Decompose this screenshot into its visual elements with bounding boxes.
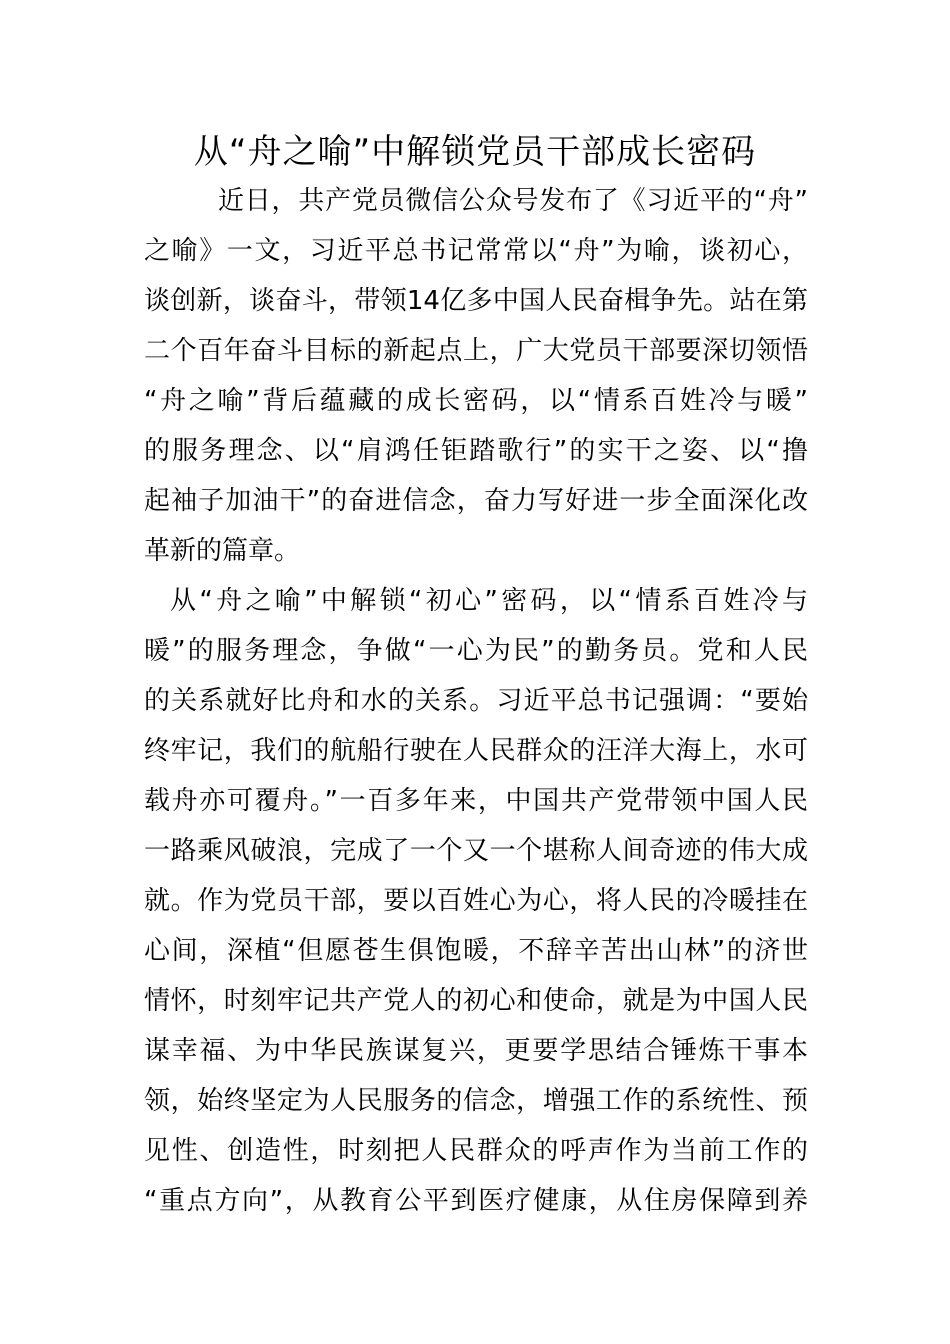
paragraph-2-line-9: 情怀，时刻牢记共产党人的初心和使命，就是为中国人民	[144, 986, 808, 1016]
paragraph-1-line-4: 二个百年奋斗目标的新起点上，广大党员干部要深切领悟	[144, 336, 808, 366]
paragraph-2-line-7: 就。作为党员干部，要以百姓心为心，将人民的冷暖挂在	[144, 886, 808, 916]
paragraph-2-line-5: 载舟亦可覆舟。”一百多年来，中国共产党带领中国人民	[144, 786, 808, 816]
paragraph-2-line-10: 谋幸福、为中华民族谋复兴，更要学思结合锤炼干事本	[144, 1036, 808, 1066]
paragraph-1-line-6: 的服务理念、以“肩鸿任钜踏歌行”的实干之姿、以“撸	[144, 436, 808, 466]
paragraph-1-line-3: 谈创新，谈奋斗，带领14亿多中国人民奋楫争先。站在第	[144, 286, 808, 316]
paragraph-1-line-2: 之喻》一文，习近平总书记常常以“舟”为喻，谈初心，	[144, 236, 808, 266]
paragraph-2-line-13: “重点方向”，从教育公平到医疗健康，从住房保障到养	[144, 1186, 808, 1216]
paragraph-1-line-5: “舟之喻”背后蕴藏的成长密码，以“情系百姓冷与暖”	[144, 386, 808, 416]
paragraph-2-line-1: 从“舟之喻”中解锁“初心”密码，以“情系百姓冷与	[170, 586, 808, 616]
document-title: 从“舟之喻”中解锁党员干部成长密码	[193, 132, 757, 172]
paragraph-2-line-8: 心间，深植“但愿苍生俱饱暖，不辞辛苦出山林”的济世	[144, 936, 808, 966]
paragraph-2-line-2: 暖”的服务理念，争做“一心为民”的勤务员。党和人民	[144, 636, 808, 666]
paragraph-1-line-8: 革新的篇章。	[144, 536, 301, 566]
paragraph-1-line-7: 起袖子加油干”的奋进信念，奋力写好进一步全面深化改	[144, 486, 808, 516]
paragraph-2-line-4: 终牢记，我们的航船行驶在人民群众的汪洋大海上，水可	[144, 736, 808, 766]
paragraph-1-line-1: 近日，共产党员微信公众号发布了《习近平的“舟”	[218, 186, 808, 216]
paragraph-2-line-6: 一路乘风破浪，完成了一个又一个堪称人间奇迹的伟大成	[144, 836, 808, 866]
paragraph-2-line-12: 见性、创造性，时刻把人民群众的呼声作为当前工作的	[144, 1136, 808, 1166]
paragraph-2-line-11: 领，始终坚定为人民服务的信念，增强工作的系统性、预	[144, 1086, 808, 1116]
paragraph-2-line-3: 的关系就好比舟和水的关系。习近平总书记强调：“要始	[144, 686, 808, 716]
